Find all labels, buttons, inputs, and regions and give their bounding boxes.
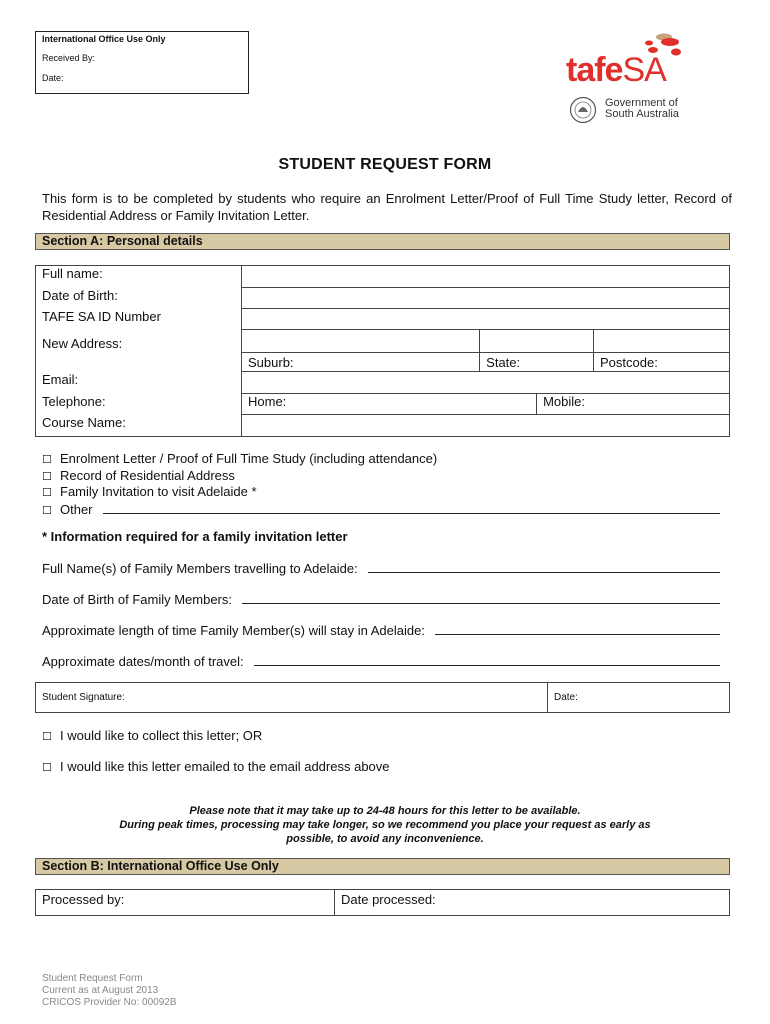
address-suburb-cell[interactable] <box>242 330 480 372</box>
checkbox-icon[interactable]: ☐ <box>42 730 52 743</box>
option-family[interactable] <box>42 484 730 501</box>
note-line2: During peak times, processing may take longer, so we recommend you place your request as early as <box>119 819 651 831</box>
other-line-field[interactable] <box>103 501 720 514</box>
family-dob-row <box>42 590 720 607</box>
logo-brand-main: tafe <box>566 51 623 89</box>
checkbox-icon[interactable]: ☐ <box>42 486 52 499</box>
mobile-phone-field[interactable] <box>537 394 730 415</box>
delivery-email-label: I would like this letter emailed to the email address above <box>60 759 390 774</box>
footer-line1: Student Request Form <box>42 973 143 984</box>
personal-details-table <box>35 265 730 437</box>
family-length-field[interactable] <box>435 621 720 635</box>
family-dob-field[interactable] <box>242 590 720 604</box>
form-intro: This form is to be completed by students who require an Enrolment Letter/Proof of Full Time Study letter, Record of Residential Address or Family Invitation Letter. <box>42 191 732 223</box>
family-info-heading: * Information required for a family invitation letter <box>42 529 348 544</box>
checkbox-icon[interactable]: ☐ <box>42 469 52 483</box>
course-label: Course Name: <box>36 415 242 437</box>
option-residential[interactable] <box>42 468 730 485</box>
option-enrolment-label: Enrolment Letter / Proof of Full Time Study (including attendance) <box>60 451 438 466</box>
family-dates-label: Approximate dates/month of travel: <box>42 654 244 669</box>
checkbox-icon[interactable]: ☐ <box>42 761 52 774</box>
email-field[interactable] <box>242 372 730 394</box>
dob-label: Date of Birth: <box>36 288 242 309</box>
id-number-label: TAFE SA ID Number <box>36 309 242 330</box>
state-label: State: <box>486 355 521 370</box>
checkbox-icon[interactable]: ☐ <box>42 503 52 517</box>
sa-government-crest-icon <box>569 96 597 124</box>
family-dob-label: Date of Birth of Family Members: <box>42 592 232 607</box>
full-name-label: Full name: <box>36 266 242 288</box>
suburb-label: Suburb: <box>248 355 294 370</box>
student-signature-field[interactable] <box>36 683 547 712</box>
family-length-label: Approximate length of time Family Member(s) will stay in Adelaide: <box>42 623 425 638</box>
option-family-label: Family Invitation to visit Adelaide * <box>60 484 257 499</box>
delivery-email[interactable] <box>42 759 390 774</box>
international-office-box <box>35 31 249 94</box>
note-line3: possible, to avoid any inconvenience. <box>286 833 484 845</box>
footer-line3: CRICOS Provider No: 00092B <box>42 997 177 1008</box>
processing-note <box>40 804 730 846</box>
state-cell[interactable] <box>480 330 594 372</box>
letter-type-options <box>42 451 730 518</box>
gov-line1: Government of <box>605 97 678 109</box>
processed-by-label: Processed by: <box>42 892 125 907</box>
logo-brand-suffix: SA <box>622 51 666 89</box>
option-enrolment[interactable] <box>42 451 730 468</box>
delivery-collect-label: I would like to collect this letter; OR <box>60 728 263 743</box>
checkbox-icon[interactable]: ☐ <box>42 453 52 466</box>
signature-box <box>35 682 730 713</box>
office-box-title: International Office Use Only <box>42 34 166 44</box>
option-other-label: Other <box>60 501 93 517</box>
note-line1: Please note that it may take up to 24-48 hours for this letter to be available. <box>189 805 581 817</box>
postcode-label: Postcode: <box>600 355 658 370</box>
id-number-field[interactable] <box>242 309 730 330</box>
home-phone-field[interactable] <box>242 394 537 415</box>
option-other[interactable] <box>42 501 730 519</box>
section-b-heading: Section B: International Office Use Only <box>35 858 730 875</box>
delivery-collect[interactable] <box>42 728 262 743</box>
family-length-row <box>42 621 720 638</box>
family-dates-field[interactable] <box>254 652 720 666</box>
footer-line2: Current as at August 2013 <box>42 985 159 996</box>
section-a-heading: Section A: Personal details <box>35 233 730 250</box>
signature-date-label: Date: <box>554 692 578 703</box>
full-name-field[interactable] <box>242 266 730 288</box>
signature-divider <box>547 683 548 712</box>
tafesa-logo <box>566 30 686 92</box>
page-title: STUDENT REQUEST FORM <box>278 156 492 173</box>
sa-government-logo <box>569 96 699 126</box>
email-label: Email: <box>36 372 242 394</box>
course-field[interactable] <box>242 415 730 437</box>
address-field[interactable] <box>242 330 479 353</box>
family-names-row <box>42 559 720 576</box>
family-names-label: Full Name(s) of Family Members travelling to Adelaide: <box>42 561 358 576</box>
mobile-label: Mobile: <box>543 394 585 409</box>
new-address-label: New Address: <box>36 330 242 372</box>
family-names-field[interactable] <box>368 559 720 573</box>
processed-by-field[interactable] <box>36 890 335 916</box>
gov-line2: South Australia <box>605 108 679 120</box>
telephone-label: Telephone: <box>36 394 242 415</box>
footer <box>42 973 177 1009</box>
dob-field[interactable] <box>242 288 730 309</box>
option-residential-label: Record of Residential Address <box>60 467 235 483</box>
received-by-label: Received By: <box>42 53 96 63</box>
date-processed-field[interactable] <box>335 890 730 916</box>
student-signature-label: Student Signature: <box>42 692 125 703</box>
office-processing-table <box>35 889 730 916</box>
home-label: Home: <box>248 394 287 409</box>
postcode-cell[interactable] <box>594 330 730 372</box>
date-processed-label: Date processed: <box>341 892 436 907</box>
office-date-label: Date: <box>42 73 64 83</box>
family-dates-row <box>42 652 720 669</box>
